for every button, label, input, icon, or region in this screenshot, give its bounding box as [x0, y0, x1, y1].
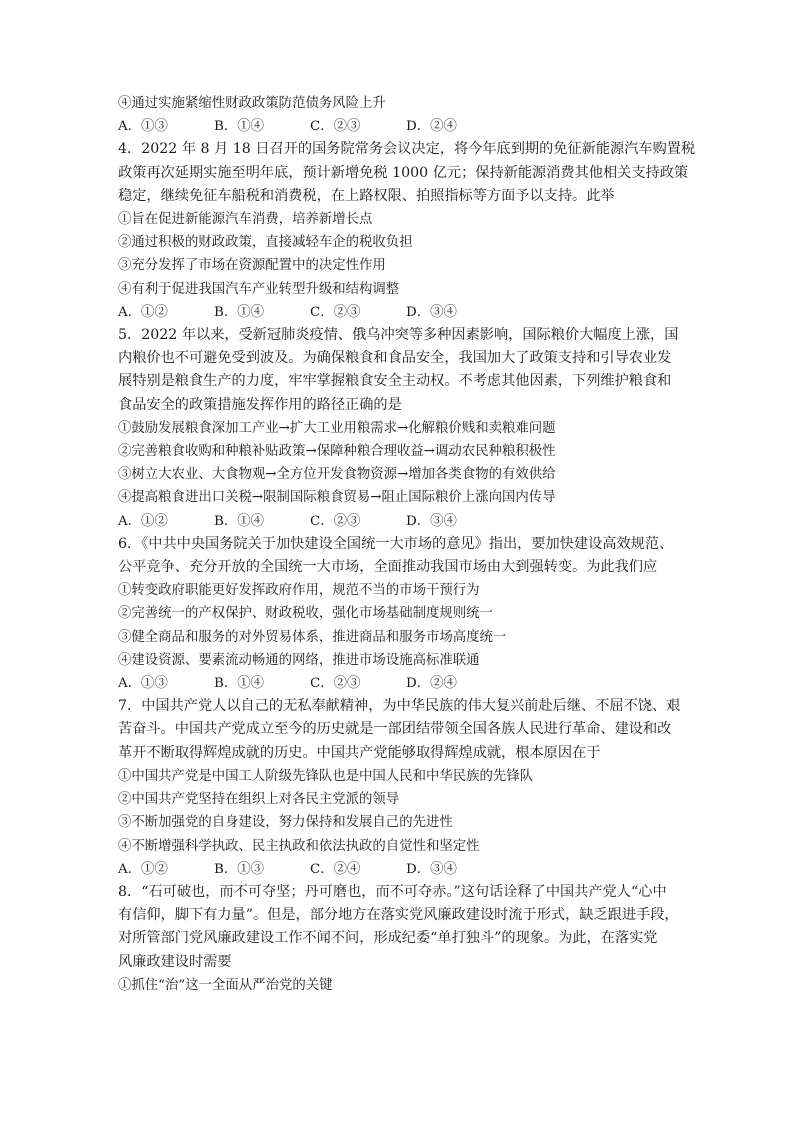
q5-item-1: ①鼓励发展粮食深加工产业→扩大工业用粮需求→化解粮价贱和卖粮难问题 — [118, 420, 556, 436]
q4-option-a: A．①② — [118, 304, 168, 320]
q7-item-2: ②中国共产党坚持在组织上对各民主党派的领导 — [118, 792, 400, 808]
q5-stem-line: 展特别是粮食生产的力度，牢牢掌握粮食安全主动权。不考虑其他因素，下列维护粮食和 — [118, 373, 672, 390]
question-6 — [118, 533, 688, 695]
q5-option-d: D．③④ — [406, 513, 457, 529]
q7-stem-line: 革开不断取得辉煌成就的历史。中国共产党能够取得辉煌成就，根本原因在于 — [118, 744, 601, 761]
q4-stem-line: 政策再次延期实施至明年底，预计新增免税 1000 亿元；保持新能源消费其他相关支持政策 — [118, 164, 689, 181]
q4-options — [118, 301, 688, 324]
exam-page — [118, 92, 696, 997]
q7-option-b: B．①③ — [214, 861, 265, 877]
q4-item-4: ④有利于促进我国汽车产业转型升级和结构调整 — [118, 281, 400, 297]
q7-options — [118, 858, 688, 881]
q6-item-4: ④建设资源、要素流动畅通的网络，推进市场设施高标准联通 — [118, 652, 480, 668]
q5-options — [118, 510, 688, 533]
q7-option-d: D．③④ — [406, 861, 457, 877]
q5-option-a: A．①② — [118, 513, 168, 529]
q5-option-c: C．②③ — [310, 513, 361, 529]
q5-item-4: ④提高粮食进出口关税→限制国际粮食贸易→阻止国际粮价上涨向国内传导 — [118, 490, 556, 506]
q8-stem-line: 对所管部门党风廉政建设工作不闻不问，形成纪委“单打独斗”的现象。为此，在落实党 — [118, 930, 658, 947]
q4-item-2: ②通过积极的财政政策，直接减轻车企的税收负担 — [118, 235, 413, 251]
q7-item-3: ③不断加强党的自身建设，努力保持和发展自己的先进性 — [118, 815, 453, 831]
q6-item-3: ③健全商品和服务的对外贸易体系，推进商品和服务市场高度统一 — [118, 629, 507, 645]
question-5 — [118, 324, 688, 533]
question-4 — [118, 138, 696, 324]
q6-item-2: ②完善统一的产权保护、财政税收，强化市场基础制度规则统一 — [118, 606, 493, 622]
q6-stem-line: 公平竞争、充分开放的全国统一大市场，全面推动我国市场由大到强转变。为此我们应 — [118, 559, 658, 576]
q4-item-3: ③充分发挥了市场在资源配置中的决定性作用 — [118, 258, 386, 274]
q7-option-a: A．①② — [118, 861, 168, 877]
q7-item-4: ④不断增强科学执政、民主执政和依法执政的自觉性和坚定性 — [118, 838, 480, 854]
q6-option-b: B．①④ — [214, 676, 265, 692]
q4-option-d: D．③④ — [406, 304, 457, 320]
q6-option-d: D．②④ — [406, 676, 457, 692]
q7-option-c: C．②④ — [310, 861, 361, 877]
question-8 — [118, 881, 688, 997]
q4-item-1: ①旨在促进新能源汽车消费，培养新增长点 — [118, 212, 373, 228]
q6-options — [118, 672, 688, 695]
q4-option-c: C．②③ — [310, 304, 361, 320]
q5-option-b: B．①④ — [214, 513, 265, 529]
q8-stem-line: 风廉政建设时需要 — [118, 953, 232, 970]
q3-option-c: C．②③ — [310, 119, 361, 135]
q6-stem-line: 6．《中共中央国务院关于加快建设全国统一大市场的意见》指出，要加快建设高效规范、 — [118, 535, 674, 552]
q5-stem-line: 5．2022 年以来，受新冠肺炎疫情、俄乌冲突等多种因素影响，国际粮价大幅度上涨，国 — [118, 327, 679, 344]
q6-option-c: C．②③ — [310, 676, 361, 692]
q6-item-1: ①转变政府职能更好发挥政府作用，规范不当的市场干预行为 — [118, 583, 480, 599]
q4-option-b: B．①④ — [214, 304, 265, 320]
question-7 — [118, 695, 688, 881]
q8-stem-line: 有信仰，脚下有力量”。但是，部分地方在落实党风廉政建设时流于形式，缺乏跟进手段， — [118, 907, 679, 924]
q3-options — [118, 115, 688, 138]
q8-stem-line: 8．“石可破也，而不可夺坚；丹可磨也，而不可夺赤。”这句话诠释了中国共产党人“心中 — [118, 883, 667, 900]
q3-item-4: ④通过实施紧缩性财政政策防范债务风险上升 — [118, 96, 386, 111]
q3-option-d: D．②④ — [406, 119, 457, 135]
q6-option-a: A．①③ — [118, 676, 168, 692]
q8-item-1: ①抓住“治”这一全面从严治党的关键 — [118, 977, 333, 993]
q4-stem-line: 4．2022 年 8 月 18 日召开的国务院常务会议决定，将今年底到期的免征新能源汽车购置税 — [118, 141, 696, 158]
q5-item-3: ③树立大农业、大食物观→全方位开发食物资源→增加各类食物的有效供给 — [118, 467, 556, 483]
q4-stem-line: 稳定，继续免征车船税和消费税，在上路权限、拍照指标等方面予以支持。此举 — [118, 187, 615, 204]
q7-stem-line: 7．中国共产党人以自己的无私奉献精神，为中华民族的伟大复兴前赴后继、不屈不饶、艰 — [118, 698, 681, 715]
q3-option-b: B．①④ — [214, 119, 265, 135]
q5-stem-line: 食品安全的政策措施发挥作用的路径正确的是 — [118, 396, 402, 413]
q7-item-1: ①中国共产党是中国工人阶级先锋队也是中国人民和中华民族的先锋队 — [118, 768, 534, 784]
q5-stem-line: 内粮价也不可避免受到波及。为确保粮食和食品安全，我国加大了政策支持和引导农业发 — [118, 350, 672, 367]
q7-stem-line: 苦奋斗。中国共产党成立至今的历史就是一部团结带领全国各族人民进行革命、建设和改 — [118, 721, 672, 738]
q3-option-a: A．①③ — [118, 119, 168, 135]
q5-item-2: ②完善粮食收购和种粮补贴政策→保障种粮合理收益→调动农民种粮积极性 — [118, 444, 556, 460]
